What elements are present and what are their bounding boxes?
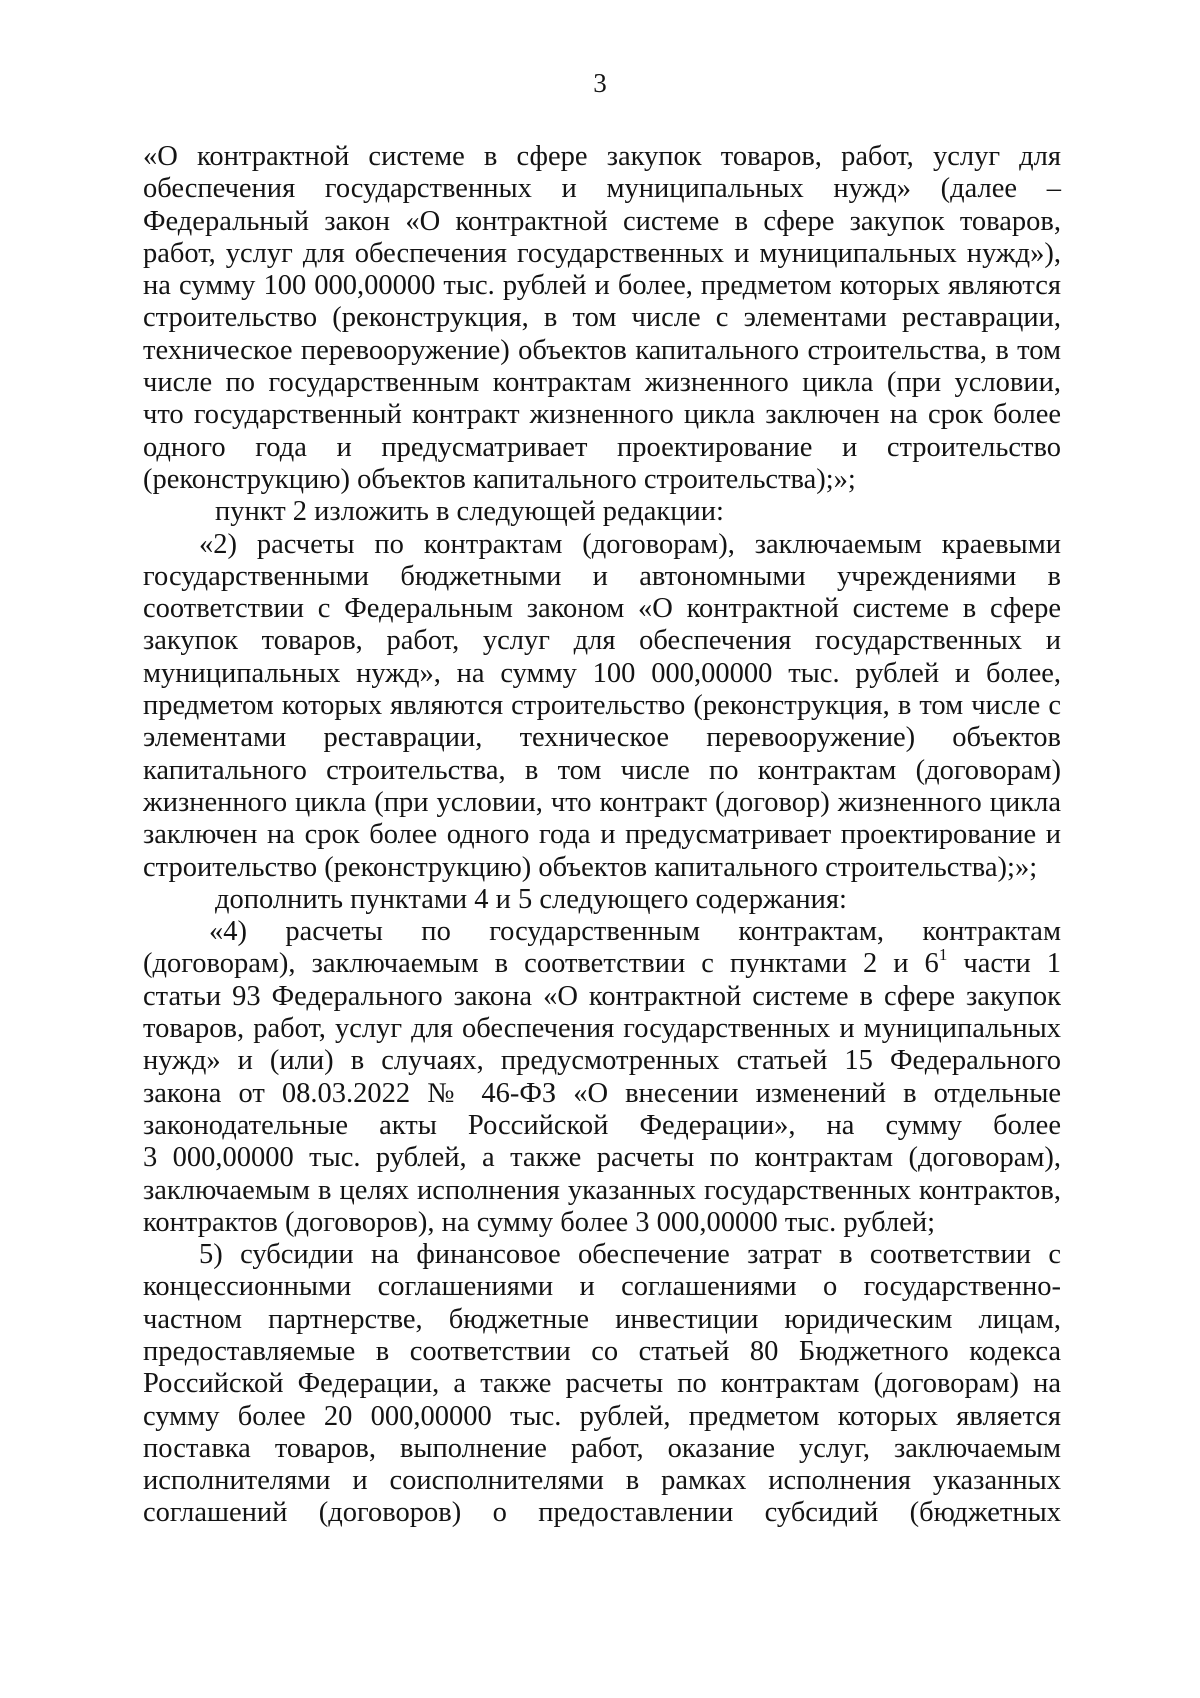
document-body: [143, 141, 1061, 1530]
text-line: 3 000,00000 тыс. рублей, а также расчеты по контрактам (договорам),: [143, 1142, 1061, 1174]
text-line: исполнителями и соисполнителями в рамках исполнения указанных: [143, 1465, 1061, 1497]
text-line: на сумму 100 000,00000 тыс. рублей и более, предметом которых являются: [143, 270, 1061, 302]
text-line: «2) расчеты по контрактам (договорам), заключаемым краевыми: [199, 528, 1061, 560]
text-line: элементами реставрации, техническое перевооружение) объектов: [143, 722, 1061, 754]
text-line: [143, 944, 1061, 980]
text-line: законодательные акты Российской Федерации», на сумму более: [143, 1109, 1061, 1141]
text-line: товаров, работ, услуг для обеспечения государственных и муниципальных: [143, 1013, 1061, 1045]
text-line: «4) расчеты по государственным контрактам, контрактам: [209, 916, 1061, 948]
text-line: работ, услуг для обеспечения государственных и муниципальных нужд»),: [143, 237, 1061, 269]
text-line: строительство (реконструкцию) объектов капитального строительства);»;: [143, 851, 1038, 883]
text-line: строительство (реконструкция, в том числе с элементами реставрации,: [143, 302, 1061, 334]
text-line: концессионными соглашениями и соглашениями о государственно-: [143, 1271, 1061, 1303]
text-line: государственными бюджетными и автономными учреждениями в: [143, 560, 1061, 592]
text-line: нужд» и (или) в случаях, предусмотренных статьей 15 Федерального: [143, 1045, 1061, 1077]
text-line: сумму более 20 000,00000 тыс. рублей, предметом которых является: [143, 1400, 1061, 1432]
text-line: поставка товаров, выполнение работ, оказание услуг, заключаемым: [143, 1432, 1061, 1464]
text-segment: (договорам), заключаемым в соответствии с пунктами 2 и 6: [143, 948, 939, 980]
text-line: контрактов (договоров), на сумму более 3 000,00000 тыс. рублей;: [143, 1206, 936, 1238]
page-number: 3: [593, 68, 607, 98]
text-line: техническое перевооружение) объектов капитального строительства, в том: [143, 334, 1061, 366]
text-line: предоставляемые в соответствии со статьей 80 Бюджетного кодекса: [143, 1335, 1061, 1367]
text-line: капитального строительства, в том числе по контрактам (договорам): [143, 754, 1061, 786]
text-segment: части 1: [947, 948, 1061, 980]
text-line: соответствии с Федеральным законом «О контрактной системе в сфере: [143, 593, 1061, 625]
text-line: предметом которых являются строительство (реконструкция, в том числе с: [143, 690, 1061, 722]
text-line: статьи 93 Федерального закона «О контрактной системе в сфере закупок: [143, 980, 1061, 1012]
text-line: жизненного цикла (при условии, что контракт (договор) жизненного цикла: [143, 786, 1061, 818]
text-line: соглашений (договоров) о предоставлении субсидий (бюджетных: [143, 1497, 1061, 1529]
text-line: (реконструкцию) объектов капитального строительства);»;: [143, 463, 856, 495]
text-line: одного года и предусматривает проектирование и строительство: [143, 431, 1061, 463]
text-line: Российской Федерации, а также расчеты по контрактам (договорам) на: [143, 1368, 1061, 1400]
text-line: закона от 08.03.2022 № 46-ФЗ «О внесении изменений в отдельные: [143, 1077, 1061, 1109]
superscript: 1: [938, 944, 948, 964]
text-line: обеспечения государственных и муниципальных нужд» (далее –: [143, 173, 1061, 205]
text-line: пункт 2 изложить в следующей редакции:: [215, 496, 724, 528]
text-line: «О контрактной системе в сфере закупок товаров, работ, услуг для: [143, 141, 1061, 172]
text-line: числе по государственным контрактам жизненного цикла (при условии,: [143, 367, 1061, 399]
text-line: заключен на срок более одного года и предусматривает проектирование и: [143, 819, 1061, 851]
text-line: дополнить пунктами 4 и 5 следующего содержания:: [215, 883, 847, 915]
text-line: 5) субсидии на финансовое обеспечение затрат в соответствии с: [199, 1239, 1061, 1271]
text-line: Федеральный закон «О контрактной системе в сфере закупок товаров,: [143, 205, 1061, 237]
text-line: что государственный контракт жизненного цикла заключен на срок более: [143, 399, 1061, 431]
text-line: закупок товаров, работ, услуг для обеспечения государственных и: [143, 625, 1061, 657]
text-line: муниципальных нужд», на сумму 100 000,00000 тыс. рублей и более,: [143, 657, 1061, 689]
text-line: заключаемым в целях исполнения указанных государственных контрактов,: [143, 1174, 1061, 1206]
text-line: частном партнерстве, бюджетные инвестиции юридическим лицам,: [143, 1303, 1061, 1335]
